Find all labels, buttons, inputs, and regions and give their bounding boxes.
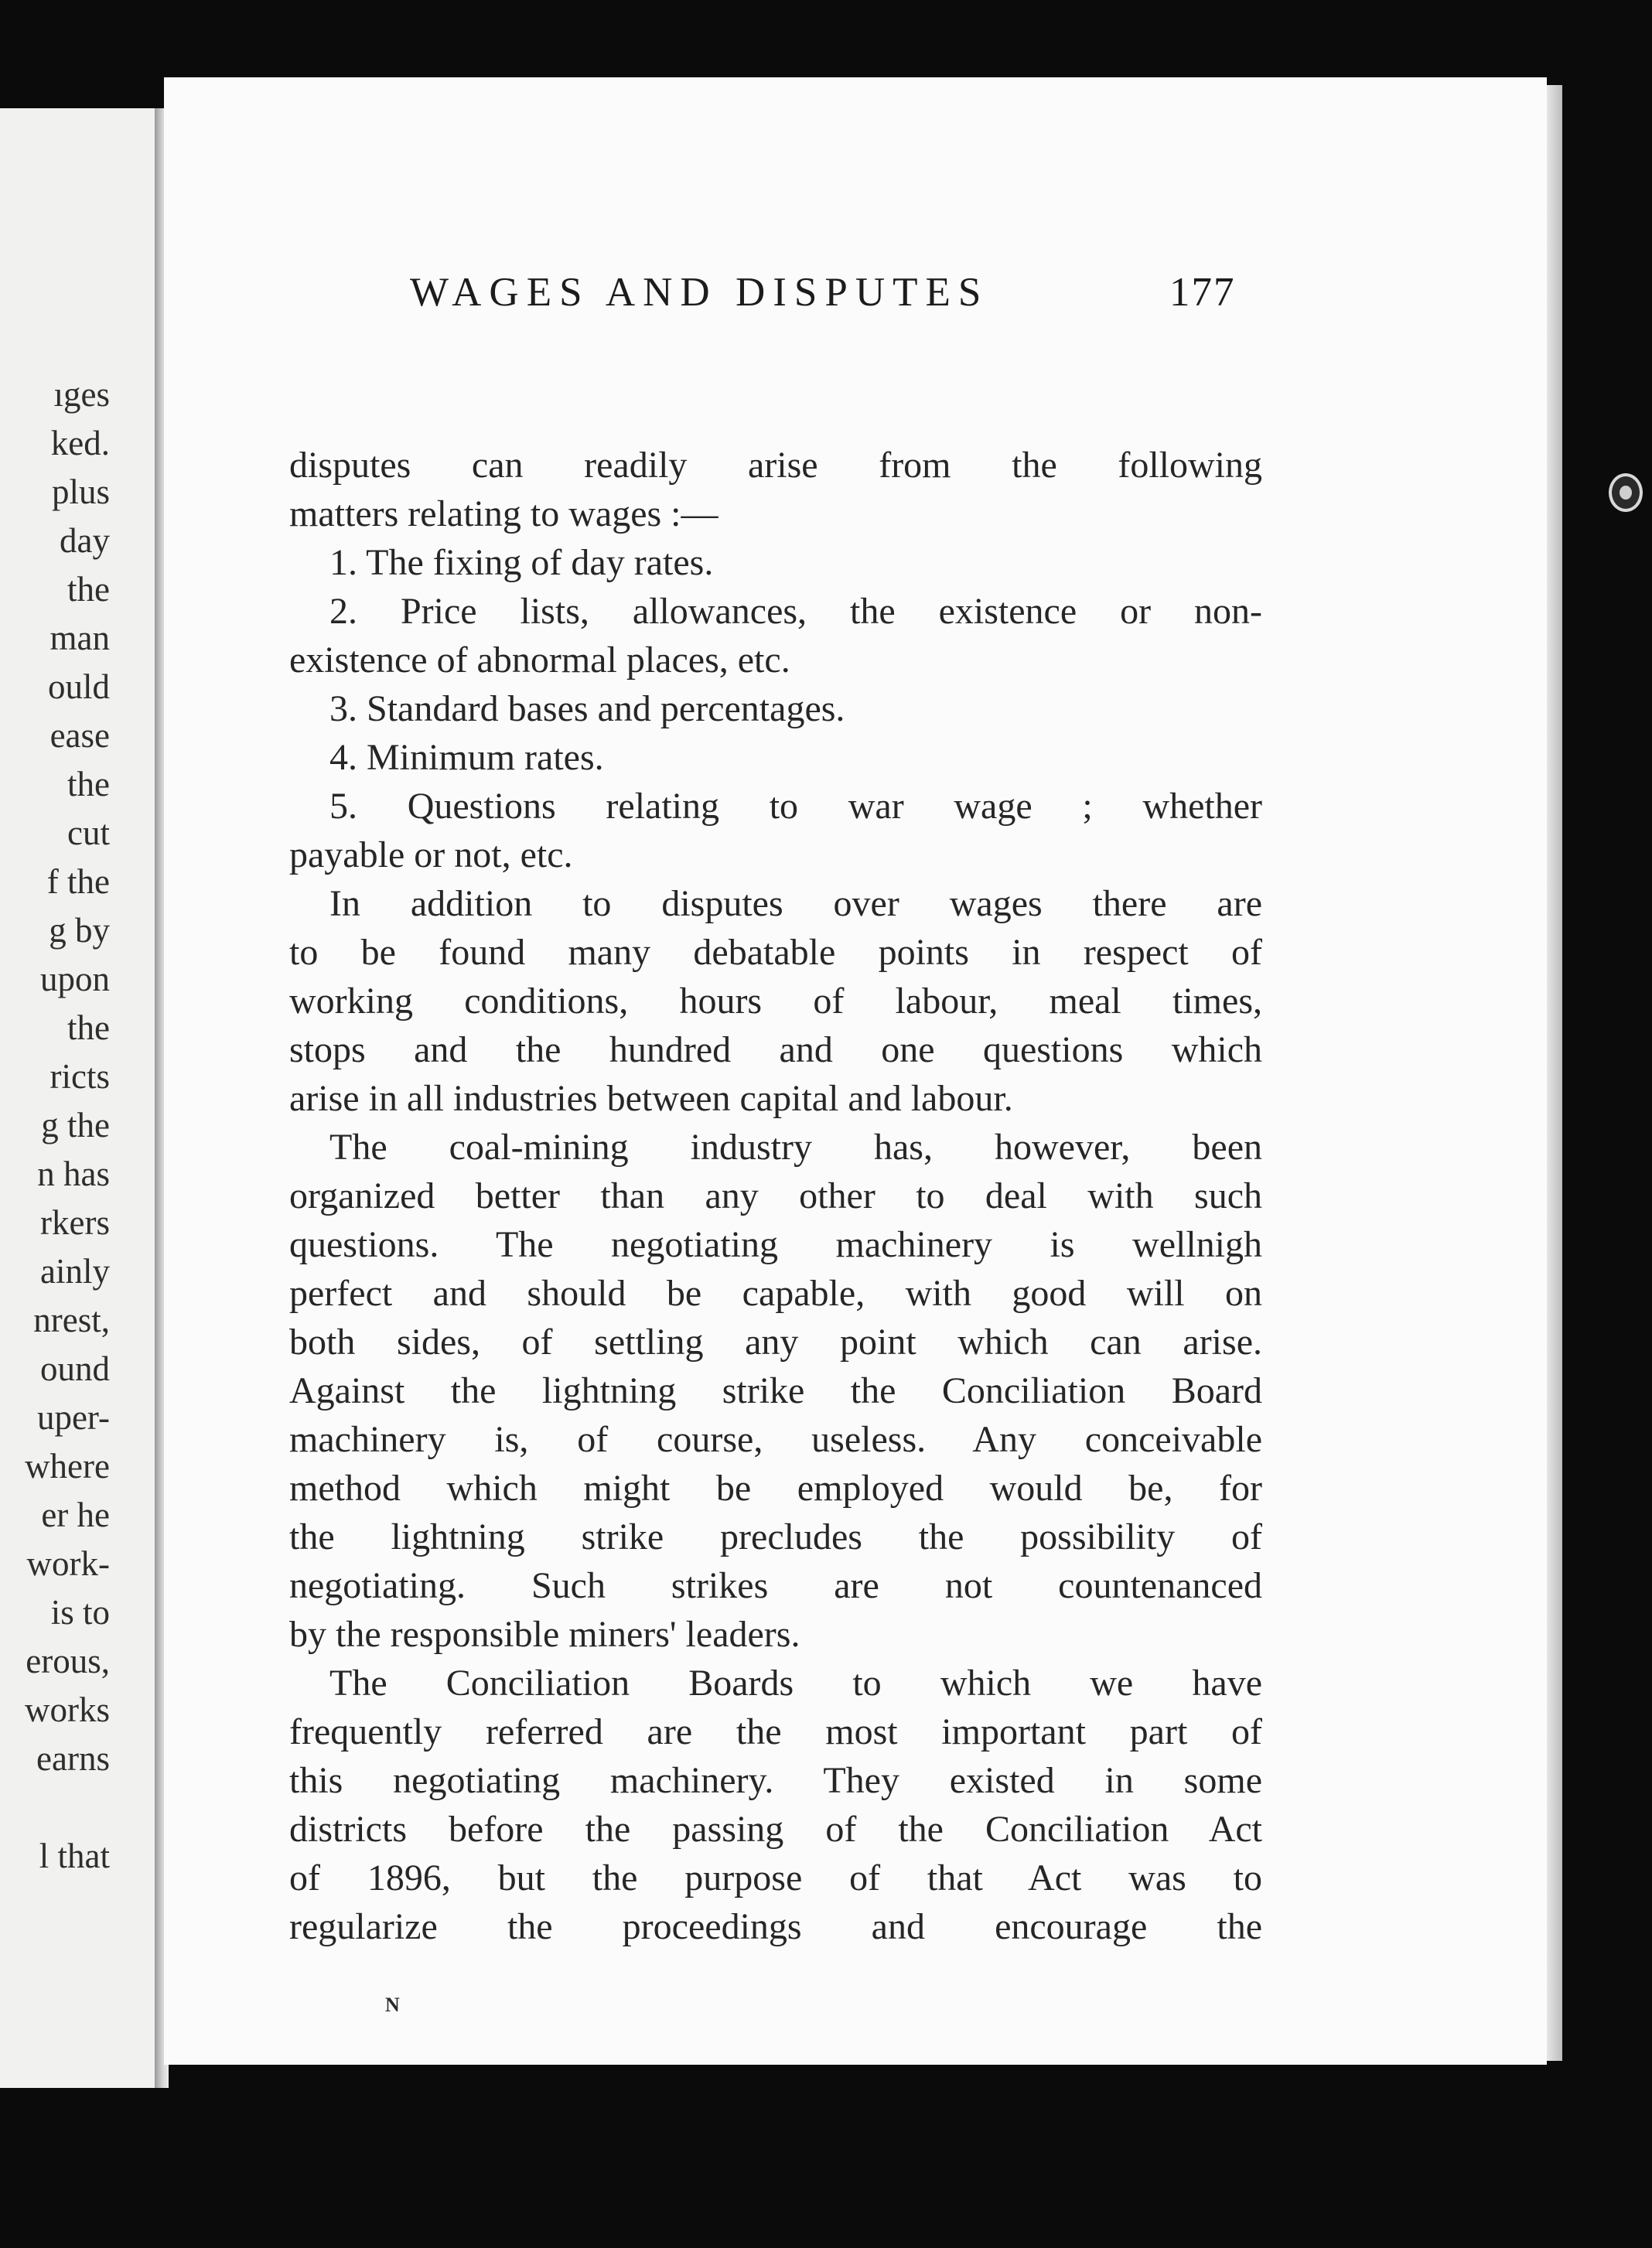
paragraph-start: In addition to disputes over wages there are	[329, 883, 1262, 924]
emblem-icon	[1609, 473, 1643, 512]
text-line: stops and the hundred and one questions which	[289, 1029, 1262, 1070]
left-line: rkers	[40, 1203, 110, 1242]
left-line: where	[25, 1447, 110, 1486]
left-page-fragment	[0, 108, 155, 2088]
text-line: Against the lightning strike the Conciliation Board	[289, 1370, 1262, 1411]
list-item: 4. Minimum rates.	[329, 737, 604, 778]
left-line: nrest,	[33, 1301, 110, 1339]
list-item: 2. Price lists, allowances, the existence or non-	[329, 591, 1262, 632]
left-line: work-	[26, 1544, 110, 1583]
text-line: to be found many debatable points in respect of	[289, 932, 1262, 973]
left-line: ease	[49, 716, 110, 755]
left-line: ked.	[50, 424, 110, 462]
text-line: the lightning strike precludes the possibility of	[289, 1516, 1262, 1557]
left-line: erous,	[26, 1642, 110, 1680]
left-line: works	[25, 1690, 110, 1729]
text-line: existence of abnormal places, etc.	[289, 640, 790, 681]
left-line: ıges	[53, 375, 110, 414]
text-line: regularize the proceedings and encourage the	[289, 1906, 1262, 1947]
right-page	[164, 77, 1547, 2065]
text-line: matters relating to wages :—	[289, 493, 718, 534]
page-edge	[1547, 85, 1562, 2061]
left-line: the	[67, 570, 110, 609]
left-line: n has	[37, 1155, 110, 1193]
text-line: questions. The negotiating machinery is wellnigh	[289, 1224, 1262, 1265]
text-line: working conditions, hours of labour, meal times,	[289, 981, 1262, 1022]
text-line: arise in all industries between capital and labour.	[289, 1078, 1013, 1119]
text-line: method which might be employed would be, for	[289, 1468, 1262, 1509]
text-line: machinery is, of course, useless. Any conceivable	[289, 1419, 1262, 1460]
paragraph-start: The coal-mining industry has, however, been	[329, 1127, 1262, 1168]
left-line: plus	[51, 472, 110, 511]
left-line: cut	[67, 814, 110, 852]
left-line: er he	[41, 1496, 110, 1534]
signature-mark: N	[385, 1994, 400, 2016]
page-header	[164, 269, 1547, 331]
text-line: organized better than any other to deal with such	[289, 1175, 1262, 1216]
text-line: perfect and should be capable, with good will on	[289, 1273, 1262, 1314]
left-line: uper-	[36, 1398, 110, 1437]
list-item: 5. Questions relating to war wage ; whether	[329, 786, 1262, 827]
left-line: earns	[36, 1739, 110, 1778]
text-line: of 1896, but the purpose of that Act was to	[289, 1857, 1262, 1898]
left-line: ound	[40, 1349, 110, 1388]
left-line: f the	[46, 862, 110, 901]
list-item: 1. The fixing of day rates.	[329, 542, 714, 583]
page-number: 177	[1169, 270, 1236, 315]
body-text	[289, 441, 1262, 1951]
paragraph-start: The Conciliation Boards to which we have	[329, 1663, 1262, 1704]
left-line: day	[60, 521, 110, 560]
text-line: this negotiating machinery. They existed in some	[289, 1760, 1262, 1801]
left-line: is to	[50, 1593, 110, 1632]
text-line: districts before the passing of the Conciliation Act	[289, 1809, 1262, 1850]
text-line: frequently referred are the most important part of	[289, 1711, 1262, 1752]
running-title: WAGES AND DISPUTES	[410, 270, 989, 315]
left-line: ould	[47, 667, 110, 706]
left-line: the	[67, 1008, 110, 1047]
text-line: negotiating. Such strikes are not countenanced	[289, 1565, 1262, 1606]
left-line: ricts	[49, 1057, 110, 1096]
text-line: payable or not, etc.	[289, 834, 573, 875]
left-line: g by	[49, 911, 110, 950]
left-line: upon	[40, 960, 110, 998]
text-line: by the responsible miners' leaders.	[289, 1614, 800, 1655]
left-line: man	[49, 619, 110, 657]
left-line: the	[67, 765, 110, 803]
left-line: l that	[39, 1837, 110, 1875]
list-item: 3. Standard bases and percentages.	[329, 688, 845, 729]
left-line: g the	[41, 1106, 110, 1144]
text-line: disputes can readily arise from the following	[289, 445, 1262, 486]
text-line: both sides, of settling any point which can arise.	[289, 1322, 1262, 1363]
left-line: ainly	[40, 1252, 110, 1291]
